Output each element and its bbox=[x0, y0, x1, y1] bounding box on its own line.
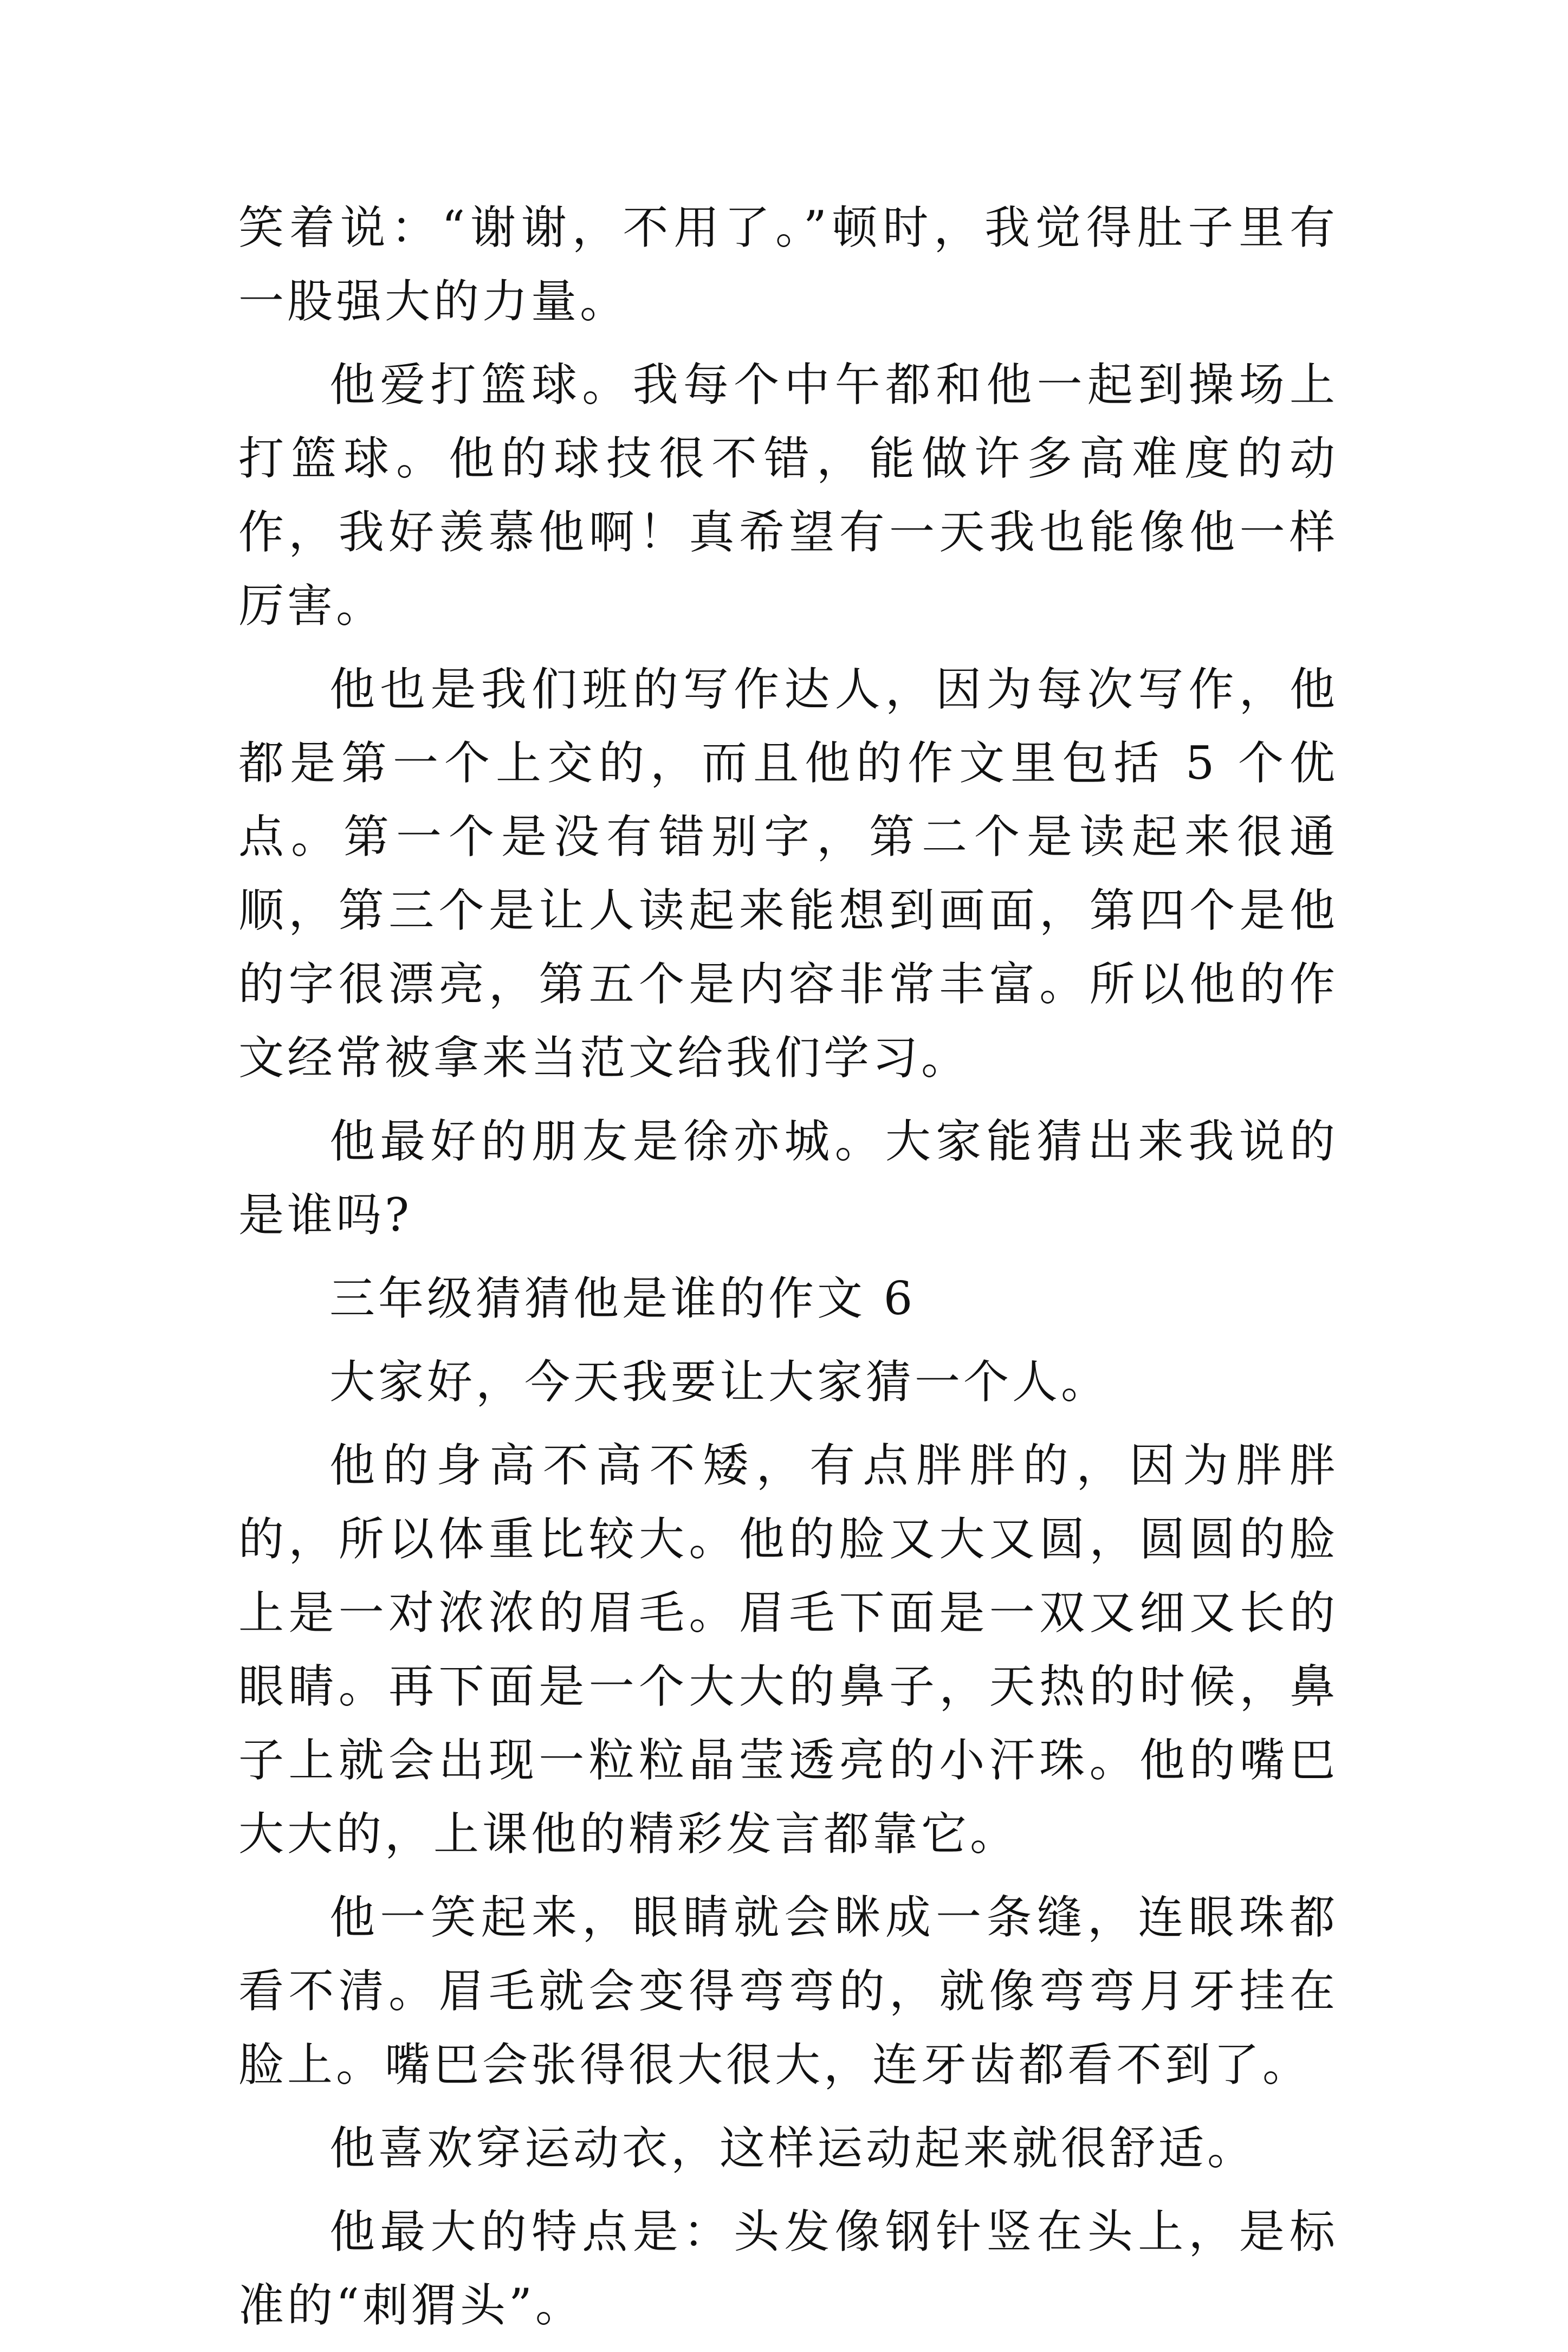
paragraph-2: 他爱打篮球。我每个中午都和他一起到操场上打篮球。他的球技很不错，能做许多高难度的动作，我好羡慕他啊！真希望有一天我也能像他一样厉害。 bbox=[238, 358, 1338, 632]
paragraph-9: 他喜欢穿运动衣，这样运动起来就很舒适。 bbox=[329, 2122, 1256, 2175]
paragraph-6: 大家好，今天我要让大家猜一个人。 bbox=[329, 1355, 1110, 1408]
section-heading: 三年级猜猜他是谁的作文 6 bbox=[329, 1272, 916, 1325]
document-body bbox=[238, 191, 1338, 2352]
paragraph-4: 他最好的朋友是徐亦城。大家能猜出来我说的是谁吗? bbox=[238, 1115, 1338, 1242]
paragraph-1: 笑着说：“谢谢，不用了。”顿时，我觉得肚子里有一股强大的力量。 bbox=[238, 201, 1338, 328]
paragraph-10: 他最大的特点是：头发像钢针竖在头上，是标准的“刺猬头”。 bbox=[238, 2205, 1338, 2332]
paragraph-8: 他一笑起来，眼睛就会眯成一条缝，连眼珠都看不清。眉毛就会变得弯弯的，就像弯弯月牙挂在脸上。嘴巴会张得很大很大，连牙齿都看不到了。 bbox=[238, 1891, 1338, 2091]
paragraph-7: 他的身高不高不矮，有点胖胖的，因为胖胖的，所以体重比较大。他的脸又大又圆，圆圆的脸上是一对浓浓的眉毛。眉毛下面是一双又细又长的眼睛。再下面是一个大大的鼻子，天热的时候，鼻子上就会出现一粒粒晶莹透亮的小汗珠。他的嘴巴大大的，上课他的精彩发言都靠它。 bbox=[238, 1439, 1338, 1860]
paragraph-3: 他也是我们班的写作达人，因为每次写作，他都是第一个上交的，而且他的作文里包括 5 个优点。第一个是没有错别字，第二个是读起来很通顺，第三个是让人读起来能想到画面，第四个是他的字很漂亮，第五个是内容非常丰富。所以他的作文经常被拿来当范文给我们学习。 bbox=[238, 663, 1338, 1084]
